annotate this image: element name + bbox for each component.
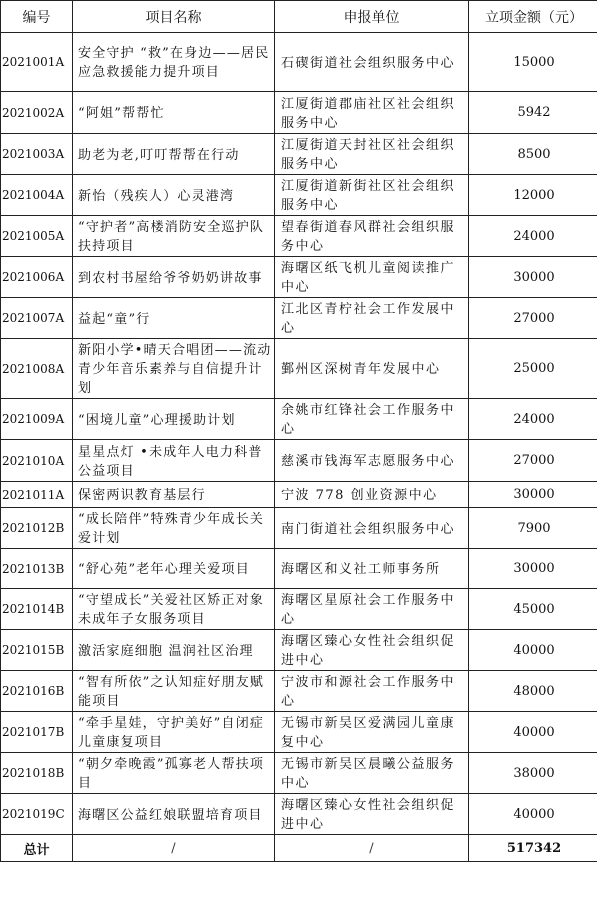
table-row <box>1 175 597 216</box>
row-project-name: 安全守护 “救”在身边——居民应急救援能力提升项目 <box>73 33 275 92</box>
row-project-name: 新阳小学•晴天合唱团——流动青少年音乐素养与自信提升计划 <box>73 339 275 399</box>
row-amount: 45000 <box>469 589 597 630</box>
table-row <box>1 589 597 630</box>
row-project-name: 助老为老,叮叮帮帮在行动 <box>73 134 275 175</box>
table-row <box>1 753 597 794</box>
table-row <box>1 549 597 589</box>
table-row <box>1 794 597 835</box>
row-project-name: “守护者”高楼消防安全巡护队扶持项目 <box>73 216 275 257</box>
table-row <box>1 399 597 440</box>
row-project-name: “牵手星娃，守护美好”自闭症儿童康复项目 <box>73 712 275 753</box>
row-code: 2021006A <box>1 257 73 298</box>
header-unit: 申报单位 <box>275 1 469 33</box>
row-code: 2021001A <box>1 33 73 92</box>
table-row <box>1 216 597 257</box>
row-code: 2021014B <box>1 589 73 630</box>
row-code: 2021004A <box>1 175 73 216</box>
row-applicant-unit: 石碶街道社会组织服务中心 <box>275 33 469 92</box>
row-project-name: “智有所依”之认知症好朋友赋能项目 <box>73 671 275 712</box>
row-code: 2021013B <box>1 549 73 589</box>
header-name: 项目名称 <box>73 1 275 33</box>
row-project-name: 保密两识教育基层行 <box>73 482 275 508</box>
row-code: 2021010A <box>1 440 73 482</box>
row-project-name: “守望成长”关爱社区矫正对象未成年子女服务项目 <box>73 589 275 630</box>
row-applicant-unit: 海曙区臻心女性社会组织促进中心 <box>275 794 469 835</box>
row-code: 2021008A <box>1 339 73 399</box>
row-amount: 30000 <box>469 257 597 298</box>
row-applicant-unit: 鄞州区深树青年发展中心 <box>275 339 469 399</box>
row-code: 2021011A <box>1 482 73 508</box>
table-row <box>1 712 597 753</box>
row-code: 2021018B <box>1 753 73 794</box>
header-amount: 立项金额（元） <box>469 1 597 33</box>
row-project-name: 益起“童”行 <box>73 298 275 339</box>
row-amount: 30000 <box>469 549 597 589</box>
row-amount: 48000 <box>469 671 597 712</box>
row-amount: 24000 <box>469 399 597 440</box>
row-code: 2021007A <box>1 298 73 339</box>
row-code: 2021012B <box>1 508 73 549</box>
row-applicant-unit: 海曙区纸飞机儿童阅读推广中心 <box>275 257 469 298</box>
row-amount: 40000 <box>469 794 597 835</box>
row-applicant-unit: 无锡市新吴区晨曦公益服务中心 <box>275 753 469 794</box>
row-code: 2021002A <box>1 92 73 134</box>
row-amount: 25000 <box>469 339 597 399</box>
row-project-name: “阿姐”帮帮忙 <box>73 92 275 134</box>
table-row <box>1 92 597 134</box>
row-amount: 7900 <box>469 508 597 549</box>
row-project-name: 星星点灯 •未成年人电力科普公益项目 <box>73 440 275 482</box>
total-amount: 517342 <box>469 835 597 862</box>
row-project-name: “朝夕牵晚霞”孤寡老人帮扶项目 <box>73 753 275 794</box>
row-code: 2021005A <box>1 216 73 257</box>
row-amount: 5942 <box>469 92 597 134</box>
row-code: 2021017B <box>1 712 73 753</box>
table-row <box>1 33 597 92</box>
row-applicant-unit: 江厦街道郡庙社区社会组织服务中心 <box>275 92 469 134</box>
row-project-name: 到农村书屋给爷爷奶奶讲故事 <box>73 257 275 298</box>
table-row <box>1 630 597 671</box>
row-project-name: “舒心苑”老年心理关爱项目 <box>73 549 275 589</box>
row-amount: 24000 <box>469 216 597 257</box>
row-code: 2021015B <box>1 630 73 671</box>
row-applicant-unit: 余姚市红锋社会工作服务中心 <box>275 399 469 440</box>
row-amount: 8500 <box>469 134 597 175</box>
row-applicant-unit: 江北区青柠社会工作发展中心 <box>275 298 469 339</box>
table-row <box>1 482 597 508</box>
row-amount: 27000 <box>469 440 597 482</box>
row-applicant-unit: 宁波市和源社会工作服务中心 <box>275 671 469 712</box>
row-applicant-unit: 海曙区和义社工师事务所 <box>275 549 469 589</box>
row-applicant-unit: 海曙区星原社会工作服务中心 <box>275 589 469 630</box>
row-amount: 27000 <box>469 298 597 339</box>
row-applicant-unit: 海曙区臻心女性社会组织促进中心 <box>275 630 469 671</box>
table-row <box>1 298 597 339</box>
row-applicant-unit: 慈溪市钱海军志愿服务中心 <box>275 440 469 482</box>
row-code: 2021009A <box>1 399 73 440</box>
row-amount: 15000 <box>469 33 597 92</box>
table-row <box>1 508 597 549</box>
row-amount: 30000 <box>469 482 597 508</box>
row-project-name: “成长陪伴”特殊青少年成长关爱计划 <box>73 508 275 549</box>
row-project-name: 海曙区公益红娘联盟培育项目 <box>73 794 275 835</box>
row-amount: 40000 <box>469 630 597 671</box>
row-code: 2021003A <box>1 134 73 175</box>
row-project-name: 新怡（残疾人）心灵港湾 <box>73 175 275 216</box>
total-unit-slash: / <box>275 835 469 862</box>
row-amount: 40000 <box>469 712 597 753</box>
total-name-slash: / <box>73 835 275 862</box>
total-row <box>1 835 597 862</box>
table-row <box>1 440 597 482</box>
row-amount: 12000 <box>469 175 597 216</box>
row-applicant-unit: 无锡市新吴区爱满园儿童康复中心 <box>275 712 469 753</box>
row-amount: 38000 <box>469 753 597 794</box>
table-row <box>1 671 597 712</box>
row-code: 2021019C <box>1 794 73 835</box>
total-label: 总计 <box>1 835 73 862</box>
row-code: 2021016B <box>1 671 73 712</box>
row-project-name: “困境儿童”心理援助计划 <box>73 399 275 440</box>
row-applicant-unit: 宁波 778 创业资源中心 <box>275 482 469 508</box>
table-row <box>1 339 597 399</box>
row-applicant-unit: 江厦街道天封社区社会组织服务中心 <box>275 134 469 175</box>
table-row <box>1 134 597 175</box>
row-applicant-unit: 望春街道春风群社会组织服务中心 <box>275 216 469 257</box>
row-project-name: 激活家庭细胞 温润社区治理 <box>73 630 275 671</box>
row-applicant-unit: 南门街道社会组织服务中心 <box>275 508 469 549</box>
row-applicant-unit: 江厦街道新街社区社会组织服务中心 <box>275 175 469 216</box>
table-row <box>1 257 597 298</box>
header-code: 编号 <box>1 1 73 33</box>
header-row <box>1 1 597 33</box>
